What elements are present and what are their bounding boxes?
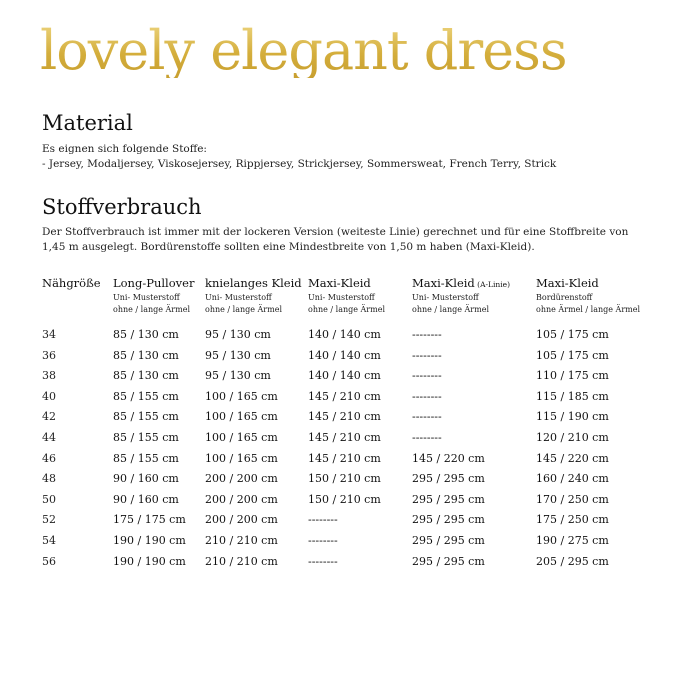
value-cell: 140 / 140 cm	[308, 348, 381, 362]
column-sleeve-type: ohne / lange Ärmel	[113, 305, 190, 314]
value-cell: 85 / 130 cm	[113, 369, 179, 383]
column-title: Maxi-Kleid	[308, 276, 371, 290]
value-cell: --------	[412, 369, 442, 383]
value-cell: 85 / 155 cm	[113, 451, 179, 465]
size-header-label: Nähgröße	[42, 276, 101, 290]
value-cell: 205 / 295 cm	[536, 554, 609, 568]
value-cell: --------	[308, 534, 338, 547]
value-cell: 90 / 160 cm	[113, 472, 179, 486]
value-cell: 95 / 130 cm	[205, 328, 271, 341]
stoffverbrauch-heading: Stoffverbrauch	[42, 195, 202, 219]
value-cell: --------	[412, 328, 442, 341]
stoffverbrauch-text-line1: Der Stoffverbrauch ist immer mit der lockeren Version (weiteste Linie) gerechnet und für eine Stoffbreite von	[42, 226, 629, 238]
value-cell: 145 / 220 cm	[536, 451, 609, 465]
column-fabric-type: Uni- Musterstoff	[113, 293, 180, 302]
value-cell: 200 / 200 cm	[205, 513, 278, 527]
value-cell: --------	[308, 513, 338, 527]
column-header-4	[412, 276, 510, 316]
value-cell: 95 / 130 cm	[205, 348, 271, 362]
stoffverbrauch-text-line2: 1,45 m ausgelegt. Bordürenstoffe sollten eine Mindestbreite von 1,50 m haben (Maxi-Kleid).	[42, 241, 535, 253]
value-cell: 85 / 155 cm	[113, 431, 179, 444]
column-sleeve-type: ohne / lange Ärmel	[205, 305, 282, 314]
value-cell: 95 / 130 cm	[205, 369, 271, 383]
value-cell: 190 / 275 cm	[536, 534, 609, 547]
size-cell: 34	[42, 328, 56, 341]
size-cell: 46	[42, 451, 56, 465]
material-intro: Es eignen sich folgende Stoffe:	[42, 143, 207, 155]
value-cell: --------	[412, 431, 442, 444]
value-cell: 115 / 190 cm	[536, 410, 609, 424]
value-cell: 145 / 210 cm	[308, 451, 381, 465]
size-cell: 56	[42, 554, 56, 568]
value-cell: 100 / 165 cm	[205, 389, 278, 403]
value-cell: 210 / 210 cm	[205, 534, 278, 547]
value-cell: 295 / 295 cm	[412, 492, 485, 506]
value-cell: 100 / 165 cm	[205, 431, 278, 444]
column-title: Long-Pullover	[113, 276, 195, 290]
value-cell: 295 / 295 cm	[412, 513, 485, 527]
value-cell: 295 / 295 cm	[412, 534, 485, 547]
value-cell: --------	[412, 389, 442, 403]
value-cell: 85 / 155 cm	[113, 389, 179, 403]
value-cell: 160 / 240 cm	[536, 472, 609, 486]
value-cell: 115 / 185 cm	[536, 389, 609, 403]
value-cell: 150 / 210 cm	[308, 492, 381, 506]
value-cell: 190 / 190 cm	[113, 554, 186, 568]
column-title: Maxi-Kleid	[536, 276, 599, 290]
size-column-header	[42, 276, 101, 290]
value-cell: 120 / 210 cm	[536, 431, 609, 444]
column-header-5	[536, 276, 640, 316]
column-note: (A-Linie)	[474, 280, 511, 289]
column-sleeve-type: ohne / lange Ärmel	[412, 305, 489, 314]
page-title: lovely elegant dress	[40, 19, 567, 82]
value-cell: 140 / 140 cm	[308, 328, 381, 341]
column-sleeve-type: ohne Ärmel / lange Ärmel	[536, 305, 641, 314]
size-cell: 44	[42, 431, 56, 444]
value-cell: 190 / 190 cm	[113, 534, 186, 547]
value-cell: 110 / 175 cm	[536, 369, 609, 383]
material-fabrics: - Jersey, Modaljersey, Viskosejersey, Rippjersey, Strickjersey, Sommersweat, French Terry, Strick	[42, 158, 557, 170]
value-cell: 145 / 210 cm	[308, 410, 381, 424]
value-cell: 295 / 295 cm	[412, 554, 485, 568]
column-name	[536, 276, 640, 292]
value-cell: 210 / 210 cm	[205, 554, 278, 568]
material-heading: Material	[42, 111, 133, 135]
value-cell: 200 / 200 cm	[205, 472, 278, 486]
value-cell: 145 / 210 cm	[308, 431, 381, 444]
value-cell: 145 / 210 cm	[308, 389, 381, 403]
size-cell: 50	[42, 492, 56, 506]
value-cell: 145 / 220 cm	[412, 451, 485, 465]
column-sleeve-type: ohne / lange Ärmel	[308, 305, 385, 314]
column-title: knielanges Kleid	[205, 276, 302, 290]
value-cell: 105 / 175 cm	[536, 348, 609, 362]
value-cell: 170 / 250 cm	[536, 492, 609, 506]
value-cell: --------	[308, 554, 338, 568]
column-fabric-type: Uni- Musterstoff	[308, 293, 375, 302]
column-name	[308, 276, 385, 292]
value-cell: 175 / 175 cm	[113, 513, 186, 527]
column-header-2	[205, 276, 302, 316]
size-cell: 48	[42, 472, 56, 486]
column-header-3	[308, 276, 385, 316]
column-name	[113, 276, 194, 292]
column-name	[205, 276, 302, 292]
value-cell: 85 / 130 cm	[113, 348, 179, 362]
value-cell: --------	[412, 348, 442, 362]
size-cell: 40	[42, 389, 56, 403]
column-fabric-type: Uni- Musterstoff	[412, 293, 479, 302]
size-cell: 54	[42, 534, 56, 547]
value-cell: 295 / 295 cm	[412, 472, 485, 486]
value-cell: 150 / 210 cm	[308, 472, 381, 486]
value-cell: 100 / 165 cm	[205, 410, 278, 424]
size-cell: 42	[42, 410, 56, 424]
value-cell: 90 / 160 cm	[113, 492, 179, 506]
value-cell: 200 / 200 cm	[205, 492, 278, 506]
value-cell: 100 / 165 cm	[205, 451, 278, 465]
size-cell: 36	[42, 348, 56, 362]
column-fabric-type: Bordürenstoff	[536, 293, 593, 302]
value-cell: 85 / 155 cm	[113, 410, 179, 424]
column-header-1	[113, 276, 194, 316]
column-name	[412, 276, 510, 292]
value-cell: 105 / 175 cm	[536, 328, 609, 341]
value-cell: --------	[412, 410, 442, 424]
value-cell: 140 / 140 cm	[308, 369, 381, 383]
size-cell: 52	[42, 513, 56, 527]
size-cell: 38	[42, 369, 56, 383]
column-fabric-type: Uni- Musterstoff	[205, 293, 272, 302]
column-title: Maxi-Kleid	[412, 276, 475, 290]
value-cell: 175 / 250 cm	[536, 513, 609, 527]
value-cell: 85 / 130 cm	[113, 328, 179, 341]
